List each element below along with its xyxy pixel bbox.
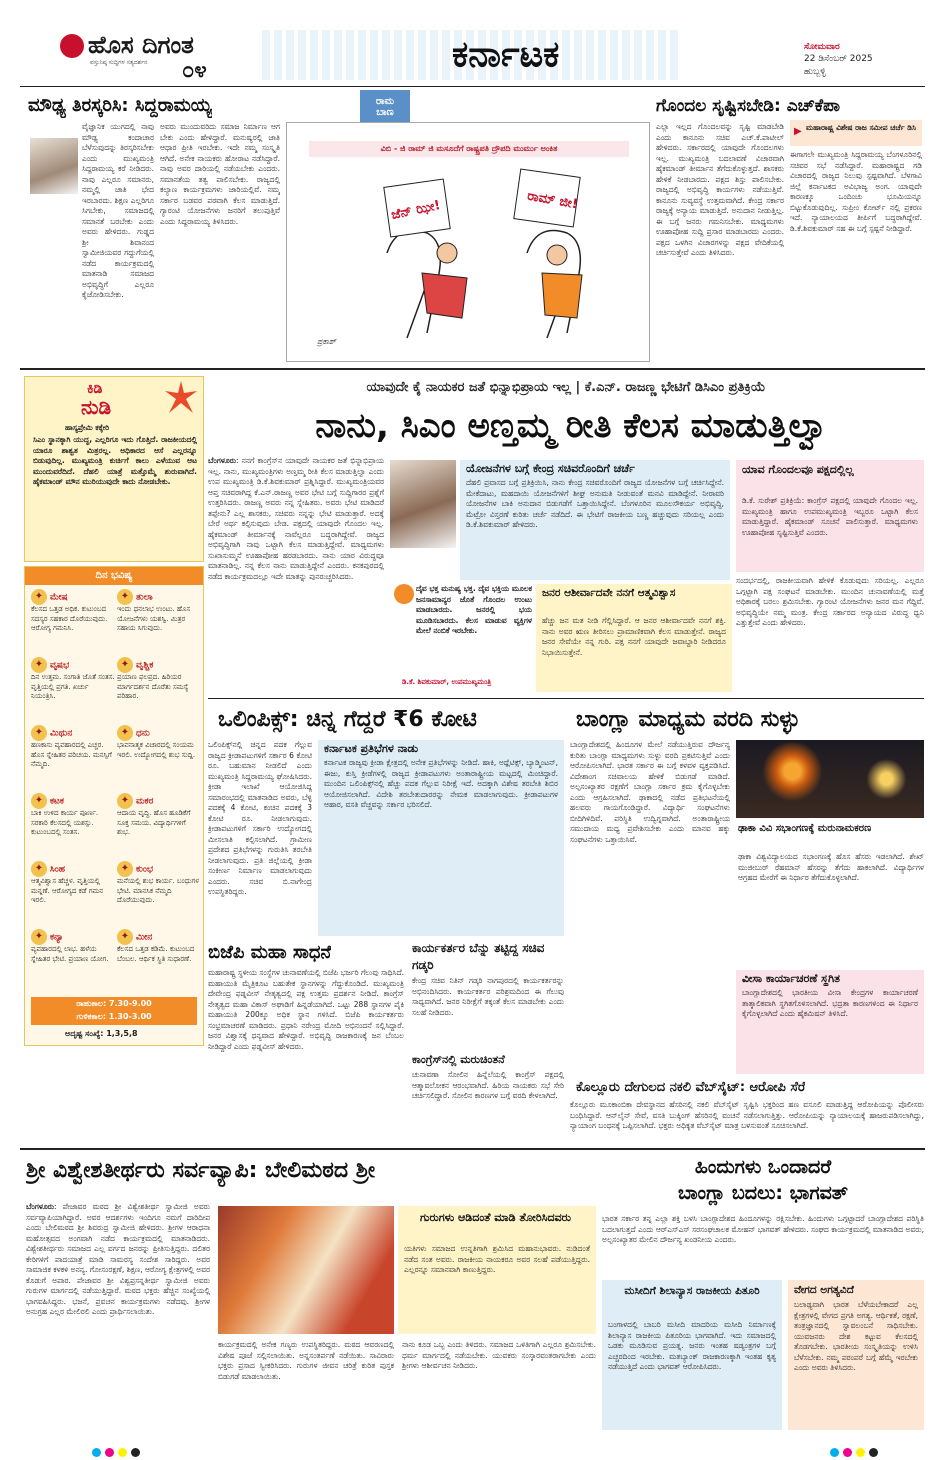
horoscope-sign <box>117 725 201 787</box>
swamiji-photo <box>218 1206 394 1334</box>
zodiac-icon: ✦ <box>31 725 47 741</box>
zodiac-icon: ✦ <box>117 929 133 945</box>
box-mosque: ಮಸೀದಿಗೆ ಶಿಲಾನ್ಯಾಸ ರಾಜಕೀಯ ಪಿತೂರಿ ಬಂಗಾಳದಲ್ಲಿ ಬಾಬರಿ ಮಸೀದಿ ಮಾದರಿಯ ಮಸೀದಿ ನಿರ್ಮಾಣಕ್ಕೆ ಶಿಲಾನ್ಯಾಸ ರಾಜಕೀಯ ಪಿತೂರಿಯ ಭಾಗವಾಗಿದೆ. ಇದು ಸಮಾಜದಲ್ಲಿ ಒಡಕು ಮೂಡಿಸುವ ಪ್ರಯತ್ನ. ಜನರು ಇಂತಹ ಷಡ್ಯಂತ್ರಗಳ ಬಗ್ಗೆ ಎಚ್ಚರದಿಂದ ಇರಬೇಕು. ಮತಬ್ಯಾಂಕ್ ರಾಜಕಾರಣಕ್ಕಾಗಿ ಇಂತಹ ಕೃತ್ಯ ನಡೆಯುತ್ತಿದೆ ಎಂದು ಭಾಗವತ್ ಆರೋಪಿಸಿದರು. <box>602 1280 782 1430</box>
photo-caption: ಢಾಕಾ ವಿವಿ ಸಭಾಂಗಣಕ್ಕೆ ಮರುನಾಮಕರಣ <box>738 823 872 834</box>
protest-photo <box>736 740 924 818</box>
horoscope-sign <box>117 793 201 855</box>
sub-headline: ಕಾರ್ಯಕರ್ತರ ಬೆನ್ನು ತಟ್ಟಿದ್ದ ಸಚಿವ ಗಡ್ಕರಿ <box>412 941 545 972</box>
horoscope-sign <box>31 929 115 991</box>
zodiac-icon: ✦ <box>31 657 47 673</box>
body: ಬಾಂಗ್ಲಾದೇಶದಲ್ಲಿ ಹಿಂದೂಗಳ ಮೇಲೆ ನಡೆಯುತ್ತಿರುವ ದೌರ್ಜನ್ಯ ಕುರಿತು ಬಾಂಗ್ಲಾ ಮಾಧ್ಯಮಗಳು ಸುಳ್ಳು ವರದಿ ಪ್ರಕಟಿಸುತ್ತಿವೆ ಎಂದು ಆರೋಪಿಸಲಾಗಿದೆ. ಭಾರತ ಸರ್ಕಾರ ಈ ಬಗ್ಗೆ ಕಳವಳ ವ್ಯಕ್ತಪಡಿಸಿದೆ. ವಿದೇಶಾಂಗ ಸಚಿವಾಲಯ ಹೇಳಿಕೆ ಬಿಡುಗಡೆ ಮಾಡಿದೆ. ಅಲ್ಪಸಂಖ್ಯಾತರ ರಕ್ಷಣೆಗೆ ಬಾಂಗ್ಲಾ ಸರ್ಕಾರ ಕ್ರಮ ಕೈಗೊಳ್ಳಬೇಕು ಎಂದು ಆಗ್ರಹಿಸಲಾಗಿದೆ. ಢಾಕಾದಲ್ಲಿ ನಡೆದ ಪ್ರತಿಭಟನೆಯಲ್ಲಿ ಹಲವರು ಗಾಯಗೊಂಡಿದ್ದಾರೆ. ವಿದ್ಯಾರ್ಥಿ ಸಂಘಟನೆಗಳು ಬೀದಿಗಿಳಿದಿವೆ. ಪರಿಸ್ಥಿತಿ ಉದ್ವಿಗ್ನವಾಗಿದೆ. ಅಂತಾರಾಷ್ಟ್ರೀಯ ಸಮುದಾಯ ಮಧ್ಯ ಪ್ರವೇಶಿಸಬೇಕು ಎಂದು ಮಾನವ ಹಕ್ಕು ಸಂಘಟನೆಗಳು ಒತ್ತಾಯಿಸಿವೆ. <box>570 740 730 844</box>
sign-name: ಕಟಕ <box>50 796 64 807</box>
masthead-rule <box>20 86 925 87</box>
bottom-section-rule <box>20 1148 925 1150</box>
sign-name: ಸಿಂಹ <box>50 864 66 875</box>
lead-story <box>208 376 924 694</box>
sign-name: ಕನ್ಯಾ <box>50 932 64 943</box>
box-visa: ವೀಸಾ ಕಾರ್ಯಾಚರಣೆ ಸ್ಥಗಿತ ಬಾಂಗ್ಲಾದೇಶದಲ್ಲಿ ಭಾರತೀಯ ವೀಸಾ ಕೇಂದ್ರಗಳ ಕಾರ್ಯಾಚರಣೆ ತಾತ್ಕಾಲಿಕವಾಗಿ ಸ್ಥಗಿತಗೊಳಿಸಲಾಗಿದೆ. ಭದ್ರತಾ ಕಾರಣಗಳಿಂದ ಈ ನಿರ್ಧಾರ ಕೈಗೊಳ್ಳಲಾಗಿದೆ ಎಂದು ಹೈಕಮಿಷನ್ ತಿಳಿಸಿದೆ. <box>736 970 924 1074</box>
sign-text: ಕೆಲಸದ ಒತ್ತಡ ಕಡಿಮೆ. ಕುಟುಂಬದ ಬೆಂಬಲ. ಆರ್ಥಿಕ ಸ್ಥಿತಿ ಸುಧಾರಣೆ. <box>117 945 195 963</box>
time-box: ರಾಹುಕಾಲ: 7.30-9.00 ಗುಳಿಕಕಾಲ: 1.30-3.00 <box>31 997 197 1025</box>
body: ಭಾರತ ಸರ್ಕಾರ ತನ್ನ ಎಲ್ಲಾ ಶಕ್ತಿ ಬಳಸಿ ಬಾಂಗ್ಲಾದೇಶದ ಹಿಂದೂಗಳನ್ನು ರಕ್ಷಿಸಬೇಕು. ಹಿಂದುಗಳು ಒಗ್ಗಟ್ಟಾದರೆ ಬಾಂಗ್ಲಾದೇಶದ ಪರಿಸ್ಥಿತಿ ಬದಲಾಗುತ್ತದೆ ಎಂದು ಆರ್‌ಎಸ್‌ಎಸ್ ಸರಸಂಘಚಾಲಕ ಮೋಹನ್ ಭಾಗವತ್ ಹೇಳಿದರು. ಸಂಘದ ಕಾರ್ಯಕ್ರಮದಲ್ಲಿ ಮಾತನಾಡಿದ ಅವರು, ಅಲ್ಪಸಂಖ್ಯಾತರ ಮೇಲಿನ ದೌರ್ಜನ್ಯ ಖಂಡನೀಯ ಎಂದರು. <box>602 1214 924 1244</box>
headline: ಶ್ರೀ ವಿಶ್ವೇಶತೀರ್ಥರು ಸರ್ವವ್ಯಾಪಿ: ಬೇಲಿಮಠದ ಶ್ರೀ <box>26 1158 376 1183</box>
horoscope-sign <box>117 657 201 719</box>
masthead <box>0 0 945 88</box>
quote-icon <box>394 584 414 604</box>
sign-text: ಇಂದು ಧನಲಾಭ ಉಂಟು. ಹೊಸ ಯೋಜನೆಗಳು ಯಶಸ್ವಿ. ಮಿತ್ರರ ಸಹಾಯ ಸಿಗುವುದು. <box>117 605 191 632</box>
zodiac-icon: ✦ <box>31 589 47 605</box>
box-blessings: ಜನರ ಆಶೀರ್ವಾದವೇ ನನಗೆ ಆತ್ಮವಿಶ್ವಾಸ ಹೆಚ್ಚು ಜನ ಮತ ನೀಡಿ ಗೆಲ್ಲಿಸಿದ್ದಾರೆ. ಆ ಜನರ ಆಶೀರ್ವಾದವೇ ನನಗೆ ಶಕ್ತಿ. ನಾನು ಅವರ ಋಣ ತೀರಿಸಲು ಪ್ರಾಮಾಣಿಕವಾಗಿ ಕೆಲಸ ಮಾಡುತ್ತೇನೆ. ರಾಜ್ಯದ ಜನರ ಸೇವೆಯೇ ನನ್ನ ಗುರಿ. ಪಕ್ಷ ನನಗೆ ಯಾವುದೇ ಜವಾಬ್ದಾರಿ ನೀಡಿದರೂ ನಿಭಾಯಿಸುತ್ತೇನೆ. <box>536 584 732 692</box>
sign-text: ದಿನ ಉತ್ತಮ. ಸಂಗಾತಿ ಜೊತೆ ಸಂತಸ. ವೃತ್ತಿಯಲ್ಲಿ ಪ್ರಗತಿ. ಖರ್ಚು ನಿಯಂತ್ರಿಸಿ. <box>31 673 115 700</box>
box-central-talks: ಯೋಜನೆಗಳ ಬಗ್ಗೆ ಕೇಂದ್ರ ಸಚಿವರೊಂದಿಗೆ ಚರ್ಚೆ ದೆಹಲಿ ಪ್ರವಾಸದ ಬಗ್ಗೆ ಪ್ರತಿಕ್ರಿಯಿಸಿ, ನಾನು ಕೇಂದ್ರ ಸಚಿವರೊಂದಿಗೆ ರಾಜ್ಯದ ಯೋಜನೆಗಳ ಬಗ್ಗೆ ಚರ್ಚಿಸಿದ್ದೇನೆ. ಮೇಕೆದಾಟು, ಮಹದಾಯಿ ಯೋಜನೆಗಳಿಗೆ ಶೀಘ್ರ ಅನುಮತಿ ನೀಡುವಂತೆ ಮನವಿ ಮಾಡಿದ್ದೇನೆ. ನೀರಾವರಿ ಯೋಜನೆಗಳ ಬಾಕಿ ಅನುದಾನ ಬಿಡುಗಡೆಗೆ ಒತ್ತಾಯಿಸಿದ್ದೇನೆ. ಬೆಂಗಳೂರಿನ ಮೂಲಸೌಕರ್ಯ ಅಭಿವೃದ್ಧಿ, ಮೆಟ್ರೋ ವಿಸ್ತರಣೆ ಕುರಿತು ಚರ್ಚೆ ನಡೆದಿದೆ. ಈ ಭೇಟಿಗೆ ರಾಜಕೀಯ ಬಣ್ಣ ಹಚ್ಚುವುದು ಸರಿಯಲ್ಲ ಎಂದು ಡಿ.ಕೆ.ಶಿವಕುಮಾರ್ ಹೇಳಿದರು. <box>460 460 730 580</box>
story-bangla <box>570 704 924 1074</box>
box-speed: ವೇಗದ ಅಗತ್ಯವಿದೆ ಬಲಾಢ್ಯವಾಗಿ ಭಾರತ ಬೆಳೆಯಬೇಕಾದರೆ ಎಲ್ಲ ಕ್ಷೇತ್ರಗಳಲ್ಲಿ ವೇಗದ ಪ್ರಗತಿ ಅಗತ್ಯ. ಆರ್ಥಿಕತೆ, ರಕ್ಷಣೆ, ತಂತ್ರಜ್ಞಾನದಲ್ಲಿ ಸ್ವಾವಲಂಬನೆ ಸಾಧಿಸಬೇಕು. ಯುವಜನರು ದೇಶ ಕಟ್ಟುವ ಕೆಲಸದಲ್ಲಿ ತೊಡಗಬೇಕು. ಭಾರತೀಯ ಸಂಸ್ಕೃತಿಯನ್ನು ಉಳಿಸಿ ಬೆಳೆಸಬೇಕು. ನಮ್ಮ ಪರಂಪರೆ ಬಗ್ಗೆ ಹೆಮ್ಮೆ ಇರಬೇಕು ಎಂದು ಅವರು ತಿಳಿಸಿದರು. <box>788 1280 924 1430</box>
cartoonist-signature: ಪ್ರಕಾಶ್ <box>317 337 336 346</box>
dk-shivakumar-photo <box>390 460 456 548</box>
body: ಮಹಾರಾಷ್ಟ್ರ ಸ್ಥಳೀಯ ಸಂಸ್ಥೆಗಳ ಚುನಾವಣೆಯಲ್ಲಿ ಬಿಜೆಪಿ ಭರ್ಜರಿ ಗೆಲುವು ಸಾಧಿಸಿದೆ. ಮಹಾಯುತಿ ಮೈತ್ರಿಕೂಟ ಬಹುತೇಕ ಸ್ಥಾನಗಳನ್ನು ಗೆದ್ದುಕೊಂಡಿದೆ. ಮುಖ್ಯಮಂತ್ರಿ ದೇವೇಂದ್ರ ಫಡ್ನವೀಸ್ ನೇತೃತ್ವದಲ್ಲಿ ಪಕ್ಷ ಉತ್ತಮ ಪ್ರದರ್ಶನ ನೀಡಿದೆ. ಕಾಂಗ್ರೆಸ್ ನೇತೃತ್ವದ ಮಹಾ ವಿಕಾಸ್ ಅಘಾಡಿಗೆ ಹಿನ್ನಡೆಯಾಗಿದೆ. ಒಟ್ಟು 288 ಸ್ಥಾನಗಳ ಪೈಕಿ ಮಹಾಯುತಿ 200ಕ್ಕೂ ಅಧಿಕ ಸ್ಥಾನ ಗಳಿಸಿದೆ. ಬಿಜೆಪಿ ಕಾರ್ಯಕರ್ತರು ಸಂಭ್ರಮಾಚರಣೆ ಮಾಡಿದರು. ಪ್ರಧಾನಿ ನರೇಂದ್ರ ಮೋದಿ ಅಭಿನಂದನೆ ಸಲ್ಲಿಸಿದ್ದಾರೆ. ಜನರ ವಿಶ್ವಾಸಕ್ಕೆ ಧನ್ಯವಾದ ಹೇಳಿದ್ದಾರೆ. ಅಭಿವೃದ್ಧಿ ರಾಜಕಾರಣಕ್ಕೆ ಜನ ಬೆಂಬಲ ನೀಡಿದ್ದಾರೆ ಎಂದು ಫಡ್ನವೀಸ್ ಹೇಳಿದರು. <box>208 968 404 1051</box>
box-no-confusion: ಯಾವ ಗೊಂದಲವೂ ಪಕ್ಷದಲ್ಲಿಲ್ಲ ಡಿ.ಕೆ. ಸುರೇಶ್ ಪ್ರತಿಕ್ರಿಯೆ: ಕಾಂಗ್ರೆಸ್ ಪಕ್ಷದಲ್ಲಿ ಯಾವುದೇ ಗೊಂದಲ ಇಲ್ಲ. ಮುಖ್ಯಮಂತ್ರಿ ಹಾಗೂ ಉಪಮುಖ್ಯಮಂತ್ರಿ ಇಬ್ಬರೂ ಒಟ್ಟಾಗಿ ಕೆಲಸ ಮಾಡುತ್ತಿದ್ದಾರೆ. ಹೈಕಮಾಂಡ್ ಸೂಚನೆ ಪಾಲಿಸುತ್ತಾರೆ. ಮಾಧ್ಯಮಗಳು ಊಹಾಪೋಹ ಸೃಷ್ಟಿಸುತ್ತಿವೆ ಎಂದರು. <box>736 460 924 572</box>
sign-text: ಬಾಕಿ ಉಳಿದ ಕಾರ್ಯ ಪೂರ್ಣ. ಸರಕಾರಿ ಕೆಲಸದಲ್ಲಿ ಯಶಸ್ಸು. ಕುಟುಂಬದಲ್ಲಿ ಸಂತಸ. <box>31 809 99 836</box>
horoscope-sign <box>117 861 201 923</box>
lead-body: ಬೆಂಗಳೂರು: ನನಗೆ ಕಾಂಗ್ರೆಸ್‌ನ ಯಾವುದೇ ನಾಯಕರ ಜತೆ ಭಿನ್ನಾಭಿಪ್ರಾಯ ಇಲ್ಲ. ನಾನು, ಮುಖ್ಯಮಂತ್ರಿಗಳು ಅಣ್ತಮ್ಮ ರೀತಿ ಕೆಲಸ ಮಾಡುತ್ತಿಲ್ವಾ ಎಂದು ಉಪ ಮುಖ್ಯಮಂತ್ರಿ ಡಿ.ಕೆ.ಶಿವಕುಮಾರ್ ಪ್ರಶ್ನಿಸಿದ್ದಾರೆ. ಮುಖ್ಯಮಂತ್ರಿಯವರ ಆಪ್ತ ಸಚಿವರಾಗಿದ್ದ ಕೆ.ಎನ್.ರಾಜಣ್ಣ ಅವರ ಭೇಟಿ ಬಗ್ಗೆ ಸುದ್ದಿಗಾರರ ಪ್ರಶ್ನೆಗೆ ಉತ್ತರಿಸಿದರು. ರಾಜಣ್ಣ ಅವರು ನನ್ನ ಸ್ನೇಹಿತರು. ಅವರು ಭೇಟಿ ಮಾಡಿದರೆ ತಪ್ಪೇನು? ಎಲ್ಲ ಶಾಸಕರು, ಸಚಿವರು ನನ್ನನ್ನು ಭೇಟಿ ಮಾಡುತ್ತಾರೆ. ಅದಕ್ಕೆ ಬೇರೆ ಅರ್ಥ ಕಲ್ಪಿಸುವುದು ಬೇಡ. ಪಕ್ಷದಲ್ಲಿ ಯಾವುದೇ ಗೊಂದಲ ಇಲ್ಲ. ಹೈಕಮಾಂಡ್ ತೀರ್ಮಾನಕ್ಕೆ ನಾವೆಲ್ಲರೂ ಬದ್ಧರಾಗಿದ್ದೇವೆ. ರಾಜ್ಯದ ಅಭಿವೃದ್ಧಿಗಾಗಿ ನಾವು ಒಟ್ಟಾಗಿ ಕೆಲಸ ಮಾಡುತ್ತಿದ್ದೇವೆ. ಮಾಧ್ಯಮಗಳು ಸುಖಾಸುಮ್ಮನೆ ಊಹಾಪೋಹ ಹರಡಬಾರದು. ನಾನು ಯಾರ ವಿರುದ್ಧವೂ ಮಾತನಾಡಿಲ್ಲ. ನನ್ನ ಕೆಲಸ ನಾನು ಮಾಡುತ್ತಿದ್ದೇನೆ ಎಂದರು. ಕನಕಪುರದಲ್ಲಿ ನಡೆದ ಕಾರ್ಯಕ್ರಮದಲ್ಲೂ ಇದೇ ಮಾತನ್ನು ಪುನರುಚ್ಚರಿಸಿದರು. <box>208 456 384 581</box>
zodiac-icon: ✦ <box>117 589 133 605</box>
body-col-1: ವೈಜ್ಞಾನಿಕ ಯುಗದಲ್ಲಿ ನಾವು ಮೌಢ್ಯ ಕಂದಾಚಾರ ಬೆಳೆಸುವುದನ್ನು ತಿರಸ್ಕರಿಸಬೇಕು ಎಂದು ಮುಖ್ಯಮಂತ್ರಿ ಸಿದ್ದರಾಮಯ್ಯ ಕರೆ ನೀಡಿದರು. ನಾವು ಎಲ್ಲರೂ ಸಮಾನರು, ನಮ್ಮಲ್ಲಿ ಜಾತಿ ಭೇದ ಇರಬಾರದು. ಶಿಕ್ಷಣ ಎಲ್ಲರಿಗೂ ಸಿಗಬೇಕು, ಸಮಾಜದಲ್ಲಿ ಸಮಾನತೆ ಬರಬೇಕು ಎಂದು ಅವರು ಹೇಳಿದರು. ಗುಡ್ಡದ ಶ್ರೀ ಶಿವಾನಂದ ಸ್ವಾಮೀಜಿಯವರ ಗದ್ದುಗೆಯಲ್ಲಿ ನಡೆದ ಕಾರ್ಯಕ್ರಮದಲ್ಲಿ ಮಾತನಾಡಿ ಸಮಾಜದ ಅಭಿವೃದ್ಧಿಗೆ ಎಲ್ಲರೂ ಕೈಜೋಡಿಸಬೇಕು. <box>82 122 154 299</box>
cartoon-drawing <box>327 163 617 353</box>
sub2-headline: ಕಾಂಗ್ರೆಸ್‌ನಲ್ಲಿ ಮರುಚಿಂತನೆ <box>412 1053 505 1066</box>
story-vishwesha <box>26 1154 596 1440</box>
zodiac-icon: ✦ <box>117 861 133 877</box>
sign-text: ಪ್ರಯಾಣ ಫಲಪ್ರದ. ಹಿರಿಯರ ಮಾರ್ಗದರ್ಶನ ದೊರೆತು ಸಮಸ್ಯೆ ಪರಿಹಾರ. <box>117 673 189 700</box>
story-bjp <box>208 940 564 1140</box>
story-kollur <box>570 1078 924 1142</box>
headline-line-1: ಹಿಂದುಗಳು ಒಂದಾದರೆ <box>694 1156 832 1178</box>
lamp-icon <box>60 34 84 58</box>
headline-line-2: ಬಾಂಗ್ಲಾ ಬದಲು: ಭಾಗವತ್ <box>677 1182 849 1204</box>
sign-text: ಆತ್ಮವಿಶ್ವಾಸ ಹೆಚ್ಚಳ. ವೃತ್ತಿಯಲ್ಲಿ ಮನ್ನಣೆ. ಆರೋಗ್ಯದ ಕಡೆ ಗಮನ ಇರಲಿ. <box>31 877 104 904</box>
body: ಎಲ್ಲಾ ಇಲ್ಲದ ಗೊಂದಲವನ್ನು ಸೃಷ್ಟಿ ಮಾಡಬೇಡಿ ಎಂದು ಕಾನೂನು ಸಚಿವ ಎಚ್.ಕೆ.ಪಾಟೀಲ್ ಹೇಳಿದರು. ಸರ್ಕಾರದಲ್ಲಿ ಯಾವುದೇ ಗೊಂದಲಗಳು ಇಲ್ಲ. ಮುಖ್ಯಮಂತ್ರಿ ಬದಲಾವಣೆ ವಿಚಾರವಾಗಿ ಹೈಕಮಾಂಡ್ ತೀರ್ಮಾನ ತೆಗೆದುಕೊಳ್ಳುತ್ತದೆ. ಶಾಸಕರು ಹೇಳಿಕೆ ನೀಡಬಾರದು. ಪಕ್ಷದ ಶಿಸ್ತು ಪಾಲಿಸಬೇಕು. ರಾಜ್ಯದಲ್ಲಿ ಅಭಿವೃದ್ಧಿ ಕಾರ್ಯಗಳು ನಡೆಯುತ್ತಿವೆ. ಕಾನೂನು ಸುವ್ಯವಸ್ಥೆ ಉತ್ತಮವಾಗಿದೆ. ಕೇಂದ್ರ ಸರ್ಕಾರ ರಾಜ್ಯಕ್ಕೆ ಅನ್ಯಾಯ ಮಾಡುತ್ತಿದೆ. ಅನುದಾನ ನೀಡುತ್ತಿಲ್ಲ. ಈ ಬಗ್ಗೆ ಜನರು ಗಮನಿಸಬೇಕು. ಮಾಧ್ಯಮಗಳು ಊಹಾಪೋಹ ಸುದ್ದಿ ಪ್ರಸಾರ ಮಾಡಬಾರದು ಎಂದರು. ಪಕ್ಷದ ಒಳಗಿನ ವಿಚಾರಗಳನ್ನು ಪಕ್ಷದ ವೇದಿಕೆಯಲ್ಲಿ ಚರ್ಚಿಸುತ್ತೇವೆ ಎಂದು ತಿಳಿಸಿದರು. <box>656 122 784 257</box>
zodiac-icon: ✦ <box>117 657 133 673</box>
headline: ಒಲಿಂಪಿಕ್ಸ್: ಚಿನ್ನ ಗೆದ್ದರೆ ₹6 ಕೋಟಿ <box>218 707 477 732</box>
horoscope-sign <box>117 929 201 991</box>
registration-dots-left <box>92 1442 144 1460</box>
story-maurya <box>28 94 280 362</box>
headline: ಮೌಢ್ಯ ತಿರಸ್ಕರಿಸಿ: ಸಿದ್ದರಾಮಯ್ಯ <box>28 95 213 116</box>
zodiac-icon: ✦ <box>117 793 133 809</box>
horoscope-sign <box>31 589 115 651</box>
sign-name: ಮಿಥುನ <box>50 728 73 739</box>
horoscope-title: ದಿನ ಭವಿಷ್ಯ <box>25 567 203 585</box>
lead-headline: ನಾನು, ಸಿಎಂ ಅಣ್ತಮ್ಮ ರೀತಿ ಕೆಲಸ ಮಾಡುತ್ತಿಲ್ವಾ <box>315 406 829 446</box>
kidi-nudi-box: ಕಿಡಿ ನುಡಿ ಹಾಸ್ಯಪ್ರೇಮಿ ಕಕ್ಕೇರಿ ಸಿಎಂ ಸ್ಥಾನಕ್ಕಾಗಿ ಯುದ್ಧ, ಎಲ್ಲರಿಗೂ ಇದು ಗೊತ್ತಿದೆ. ರಾಜಕೀಯದಲ್ಲಿ ಯಾರೂ ಶಾಶ್ವತ ಮಿತ್ರರಲ್ಲ. ಅಧಿಕಾರದ ಆಸೆ ಎಲ್ಲರನ್ನೂ ಬಿಡುವುದಿಲ್ಲ. ಮುಖ್ಯಮಂತ್ರಿ ಕುರ್ಚಿಗೆ ಕಾಲು ಎಳೆಯುವ ಆಟ ಮುಂದುವರೆದಿದೆ. ದೆಹಲಿ ಯಾತ್ರೆ ಮತ್ತೊಮ್ಮೆ ಶುರುವಾಗಿದೆ. ಹೈಕಮಾಂಡ್ ಮೌನ ಮುರಿಯುವುದೇ ಕಾದು ನೋಡಬೇಕು. <box>24 376 204 562</box>
sign-name: ಕುಂಭ <box>136 864 154 875</box>
horoscope-box <box>24 566 204 1046</box>
cartoon-frame <box>286 122 650 362</box>
zodiac-icon: ✦ <box>31 929 47 945</box>
sign-name: ವೃಷಭ <box>50 660 70 671</box>
body-2: ಕಾರ್ಯಕ್ರಮದಲ್ಲಿ ಅನೇಕ ಗಣ್ಯರು ಉಪಸ್ಥಿತರಿದ್ದರು. ಮಠದ ಆವರಣದಲ್ಲಿ ವಿಶೇಷ ಪೂಜೆ ಸಲ್ಲಿಸಲಾಯಿತು. ಅನ್ನಸಂತರ್ಪಣೆ ನಡೆಯಿತು. ಸಾವಿರಾರು ಭಕ್ತರು ಪ್ರಸಾದ ಸ್ವೀಕರಿಸಿದರು. ಗುರುಗಳ ಜೀವನ ಚರಿತ್ರೆ ಕುರಿತ ಪುಸ್ತಕ ಬಿಡುಗಡೆ ಮಾಡಲಾಯಿತು. <box>218 1340 394 1381</box>
horoscope-sign <box>31 657 115 719</box>
body: ಬೆಂಗಳೂರು: ಪೇಜಾವರ ಮಠದ ಶ್ರೀ ವಿಶ್ವೇಶತೀರ್ಥ ಸ್ವಾಮೀಜಿ ಅವರು ಸರ್ವವ್ಯಾಪಿಯಾಗಿದ್ದಾರೆ. ಅವರ ಆದರ್ಶಗಳು ಇಂದಿಗೂ ನಮಗೆ ದಾರಿದೀಪ ಎಂದು ಬೇಲಿಮಠದ ಶ್ರೀ ಶಿವರುದ್ರ ಸ್ವಾಮೀಜಿ ಹೇಳಿದರು. ಶ್ರೀಗಳ ಆರಾಧನಾ ಮಹೋತ್ಸವದ ಅಂಗವಾಗಿ ನಡೆದ ಕಾರ್ಯಕ್ರಮದಲ್ಲಿ ಮಾತನಾಡಿದರು. ವಿಶ್ವೇಶತೀರ್ಥರು ಸಮಾಜದ ಎಲ್ಲ ವರ್ಗದ ಜನರನ್ನು ಪ್ರೀತಿಸುತ್ತಿದ್ದರು. ದಲಿತರ ಕೇರಿಗಳಿಗೆ ಪಾದಯಾತ್ರೆ ಮಾಡಿ ಸಾಮರಸ್ಯ ಸಂದೇಶ ಸಾರಿದ್ದರು. ಅವರ ಸಾಮಾಜಿಕ ಕಳಕಳಿ ಅನನ್ಯ. ಗೋಸಂರಕ್ಷಣೆ, ಶಿಕ್ಷಣ, ಆರೋಗ್ಯ ಕ್ಷೇತ್ರಗಳಲ್ಲಿ ಅವರ ಕೊಡುಗೆ ಅಪಾರ. ಪೇಜಾವರ ಶ್ರೀ ವಿಶ್ವಪ್ರಸನ್ನತೀರ್ಥ ಸ್ವಾಮೀಜಿ ಅವರು ಗುರುಗಳ ಮಾರ್ಗದಲ್ಲಿ ನಡೆಯುತ್ತಿದ್ದಾರೆ. ಮಠದ ಭಕ್ತರು ಹೆಚ್ಚಿನ ಸಂಖ್ಯೆಯಲ್ಲಿ ಭಾಗವಹಿಸಿದ್ದರು. ಭಜನೆ, ಪ್ರವಚನ ಕಾರ್ಯಕ್ರಮಗಳು ನಡೆದವು. ಶ್ರೀಗಳ ಅನುಗ್ರಹ ಎಲ್ಲರ ಮೇಲಿರಲಿ ಎಂದು ಪ್ರಾರ್ಥಿಸಲಾಯಿತು. <box>26 1202 210 1316</box>
box-guru: ಗುರುಗಳು ಆಡಿದಂತೆ ಮಾಡಿ ತೋರಿಸಿದವರು ಯತಿಗಳು ಸಮಾಜದ ಉನ್ನತಿಗಾಗಿ ಶ್ರಮಿಸಿದ ಮಹಾನುಭಾವರು. ನುಡಿದಂತೆ ನಡೆದ ಸಂತ ಅವರು. ರಾಜಕೀಯ ನಾಯಕರೂ ಅವರ ಸಲಹೆ ಪಡೆಯುತ್ತಿದ್ದರು. ಎಲ್ಲರನ್ನೂ ಸಮಾನವಾಗಿ ಕಾಣುತ್ತಿದ್ದರು. <box>398 1206 596 1334</box>
page-number: ೦೪ <box>182 58 207 83</box>
horoscope-sign <box>117 589 201 651</box>
sign-name: ಮೇಷ <box>50 592 68 603</box>
story-gondala <box>656 94 922 364</box>
cartoon-caption: ವಿಬಿ - ಜಿ ರಾಮ್ ಜಿ ಮಸೂದೆಗೆ ರಾಷ್ಟ್ರಪತಿ ದ್ರೌಪದಿ ಮುರ್ಮು ಅಂಕಿತ <box>309 141 629 157</box>
newspaper-logo: ಹೊಸ ದಿಗಂತ ವಸ್ತುನಿಷ್ಠ ಸುದ್ದಿಗಳ ಸತ್ಯದರ್ಶನ <box>58 30 248 66</box>
section-title: ಕರ್ನಾಟಕ <box>452 34 560 75</box>
horoscope-sign <box>31 793 115 855</box>
registration-dots-right <box>830 1442 882 1460</box>
zodiac-icon: ✦ <box>117 725 133 741</box>
spark-icon <box>165 381 197 413</box>
rama-bana-badge: ರಾಮ ಬಾಣ <box>360 90 410 138</box>
story-hindu <box>602 1154 924 1440</box>
kicker: ಯಾವುದೇ ಕೈ ನಾಯಕರ ಜತೆ ಭಿನ್ನಾಭಿಪ್ರಾಯ ಇಲ್ಲ | ಕೆ.ಎನ್. ರಾಜಣ್ಣ ಭೇಟಿಗೆ ಡಿಸಿಎಂ ಪ್ರತಿಕ್ರಿಯೆ <box>366 380 766 395</box>
body: ಕೊಲ್ಲೂರು ಮೂಕಾಂಬಿಕಾ ದೇವಸ್ಥಾನದ ಹೆಸರಿನಲ್ಲಿ ನಕಲಿ ವೆಬ್‌ಸೈಟ್ ಸೃಷ್ಟಿಸಿ ಭಕ್ತರಿಂದ ಹಣ ವಸೂಲಿ ಮಾಡುತ್ತಿದ್ದ ಆರೋಪಿಯನ್ನು ಪೊಲೀಸರು ಬಂಧಿಸಿದ್ದಾರೆ. ಆನ್‌ಲೈನ್ ಸೇವೆ, ವಸತಿ ಬುಕ್ಕಿಂಗ್ ಹೆಸರಿನಲ್ಲಿ ವಂಚನೆ ನಡೆಸಲಾಗುತ್ತಿತ್ತು. ಆರೋಪಿಯನ್ನು ನ್ಯಾಯಾಲಯಕ್ಕೆ ಹಾಜರುಪಡಿಸಲಾಗಿದ್ದು, ನ್ಯಾಯಾಂಗ ಬಂಧನಕ್ಕೆ ಒಪ್ಪಿಸಲಾಗಿದೆ. ಭಕ್ತರು ಅಧಿಕೃತ ವೆಬ್‌ಸೈಟ್ ಮಾತ್ರ ಬಳಸುವಂತೆ ಸೂಚಿಸಲಾಗಿದೆ. <box>570 1100 924 1130</box>
headline: ಬಾಂಗ್ಲಾ ಮಾಧ್ಯಮ ವರದಿ ಸುಳ್ಳು <box>576 707 800 732</box>
arrow-icon: ▶ <box>794 126 802 137</box>
sidebar-body: ಈಗಾಗಲೇ ಮುಖ್ಯಮಂತ್ರಿ ಸಿದ್ದರಾಮಯ್ಯ ಬೆಂಗಳೂರಿನಲ್ಲಿ ಸಚಿವರ ಸಭೆ ನಡೆಸಿದ್ದಾರೆ. ಮಹಾರಾಷ್ಟ್ರದ ಗಡಿ ವಿಚಾರದಲ್ಲಿ ರಾಜ್ಯದ ನಿಲುವು ಸ್ಪಷ್ಟವಾಗಿದೆ. ಬೆಳಗಾವಿ ಜಿಲ್ಲೆ ಕರ್ನಾಟಕದ ಅವಿಭಾಜ್ಯ ಅಂಗ. ಯಾವುದೇ ಕಾರಣಕ್ಕೂ ಒಂದಿಂಚು ಭೂಮಿಯನ್ನೂ ಬಿಟ್ಟುಕೊಡುವುದಿಲ್ಲ. ಸುಪ್ರೀಂ ಕೋರ್ಟ್ ನಲ್ಲಿ ಪ್ರಕರಣ ಇದೆ. ನ್ಯಾಯಾಲಯದ ತೀರ್ಪಿಗೆ ಬದ್ಧರಾಗಿದ್ದೇವೆ. ಡಿ.ಕೆ.ಶಿವಕುಮಾರ್ ಸಹ ಈ ಬಗ್ಗೆ ಸ್ಪಷ್ಟನೆ ನೀಡಿದ್ದಾರೆ. <box>790 150 922 233</box>
headline: ಬಿಜೆಪಿ ಮಹಾ ಸಾಧನೆ <box>208 942 332 963</box>
sign-name: ಮಕರ <box>136 796 154 807</box>
caption-body: ಢಾಕಾ ವಿಶ್ವವಿದ್ಯಾಲಯದ ಸಭಾಂಗಣಕ್ಕೆ ಹೊಸ ಹೆಸರು ಇಡಲಾಗಿದೆ. ಶೇಖ್ ಮುಜೀಬುರ್ ರೆಹಮಾನ್ ಹೆಸರನ್ನು ತೆಗೆದು ಹಾಕಲಾಗಿದೆ. ವಿದ್ಯಾರ್ಥಿಗಳ ಆಗ್ರಹದ ಮೇರೆಗೆ ಈ ನಿರ್ಧಾರ ತೆಗೆದುಕೊಳ್ಳಲಾಗಿದೆ. <box>738 852 924 882</box>
kidi-body: ಸಿಎಂ ಸ್ಥಾನಕ್ಕಾಗಿ ಯುದ್ಧ, ಎಲ್ಲರಿಗೂ ಇದು ಗೊತ್ತಿದೆ. ರಾಜಕೀಯದಲ್ಲಿ ಯಾರೂ ಶಾಶ್ವತ ಮಿತ್ರರಲ್ಲ. ಅಧಿಕಾರದ ಆಸೆ ಎಲ್ಲರನ್ನೂ ಬಿಡುವುದಿಲ್ಲ. ಮುಖ್ಯಮಂತ್ರಿ ಕುರ್ಚಿಗೆ ಕಾಲು ಎಳೆಯುವ ಆಟ ಮುಂದುವರೆದಿದೆ. ದೆಹಲಿ ಯಾತ್ರೆ ಮತ್ತೊಮ್ಮೆ ಶುರುವಾಗಿದೆ. ಹೈಕಮಾಂಡ್ ಮೌನ ಮುರಿಯುವುದೇ ಕಾದು ನೋಡಬೇಕು. <box>33 435 197 486</box>
body-3: ನಾನು ಕೂಡ ಒಬ್ಬ ಎಂದು ತಿಳಿದರು. ಸಮಾಜದ ಒಳಿತಿಗಾಗಿ ಎಲ್ಲರೂ ಶ್ರಮಿಸಬೇಕು. ಧರ್ಮ ಮಾರ್ಗದಲ್ಲಿ ನಡೆಯಬೇಕು. ಯುವಕರು ಸಂಸ್ಕಾರವಂತರಾಗಬೇಕು ಎಂದು ಶ್ರೀಗಳು ಆಶೀರ್ವಚನ ನೀಡಿದರು. <box>402 1340 596 1370</box>
headline: ಗೊಂದಲ ಸೃಷ್ಟಿಸಬೇಡಿ: ಎಚ್‌ಕೆಪಾ <box>656 96 840 116</box>
horoscope-sign <box>31 861 115 923</box>
siddaramaiah-photo <box>30 138 78 194</box>
sign-text: ಹಣಕಾಸು ವ್ಯವಹಾರದಲ್ಲಿ ಎಚ್ಚರ. ಹೊಸ ಸ್ನೇಹಿತರ ಪರಿಚಯ. ಮನಸ್ಸಿಗೆ ನೆಮ್ಮದಿ. <box>31 741 112 768</box>
horoscope-sign <box>31 725 115 787</box>
box-talent: ಕರ್ನಾಟಕ ಪ್ರತಿಭೆಗಳ ನಾಡು ಕರ್ನಾಟಕ ರಾಜ್ಯವು ಕ್ರೀಡಾ ಕ್ಷೇತ್ರದಲ್ಲಿ ಅನೇಕ ಪ್ರತಿಭೆಗಳನ್ನು ನೀಡಿದೆ. ಹಾಕಿ, ಅಥ್ಲೆಟಿಕ್ಸ್, ಬ್ಯಾಡ್ಮಿಂಟನ್, ಈಜು, ಕುಸ್ತಿ ಕ್ರೀಡೆಗಳಲ್ಲಿ ರಾಜ್ಯದ ಕ್ರೀಡಾಪಟುಗಳು ಅಂತಾರಾಷ್ಟ್ರೀಯ ಮಟ್ಟದಲ್ಲಿ ಮಿಂಚಿದ್ದಾರೆ. ಮುಂದಿನ ಒಲಿಂಪಿಕ್ಸ್‌ನಲ್ಲಿ ಹೆಚ್ಚು ಪದಕ ಗೆಲ್ಲುವ ನಿರೀಕ್ಷೆ ಇದೆ. ಅದಕ್ಕಾಗಿ ವಿಶೇಷ ತರಬೇತಿ ಶಿಬಿರ ಆಯೋಜಿಸಲಾಗಿದೆ. ವಿದೇಶಿ ತರಬೇತುದಾರರನ್ನು ನೇಮಕ ಮಾಡಲಾಗುವುದು. ಕ್ರೀಡಾಪಟುಗಳ ಆಹಾರ, ವಸತಿ ವೆಚ್ಚವನ್ನು ಸರ್ಕಾರ ಭರಿಸಲಿದೆ. <box>318 740 564 936</box>
zodiac-icon: ✦ <box>31 793 47 809</box>
date-block: ಸೋಮವಾರ 22 ಡಿಸೆಂಬರ್ 2025 ಹುಬ್ಬಳ್ಳಿ <box>784 42 924 82</box>
headline: ಕೊಲ್ಲೂರು ದೇಗುಲದ ನಕಲಿ ವೆಬ್‌ಸೈಟ್: ಆರೋಪಿ ಸೆರೆ <box>576 1080 806 1095</box>
lucky-number: ಅದೃಷ್ಟ ಸಂಖ್ಯೆ: 1,3,5,8 <box>65 1029 138 1038</box>
sign-left: ಜೆನ್ ಝೀ! <box>389 197 442 224</box>
sign-text: ಮನೆಯಲ್ಲಿ ಶುಭ ಕಾರ್ಯ. ಬಂಧುಗಳ ಭೇಟಿ. ಮಾನಸಿಕ ನೆಮ್ಮದಿ ದೊರೆಯುವುದು. <box>117 877 200 904</box>
section-banner <box>262 30 682 80</box>
cartoon-section <box>286 90 650 366</box>
sign-name: ಧನು <box>136 728 150 739</box>
sign-right: ರಾಮ್ ಜೀ! <box>526 188 579 213</box>
body: ಒಲಿಂಪಿಕ್ಸ್‌ನಲ್ಲಿ ಚಿನ್ನದ ಪದಕ ಗೆಲ್ಲುವ ರಾಜ್ಯದ ಕ್ರೀಡಾಪಟುಗಳಿಗೆ ಸರ್ಕಾರ 6 ಕೋಟಿ ರೂ. ಬಹುಮಾನ ನೀಡಲಿದೆ ಎಂದು ಮುಖ್ಯಮಂತ್ರಿ ಸಿದ್ದರಾಮಯ್ಯ ಘೋಷಿಸಿದರು. ಕ್ರೀಡಾ ಇಲಾಖೆ ಆಯೋಜಿಸಿದ್ದ ಸಮಾರಂಭದಲ್ಲಿ ಮಾತನಾಡಿದ ಅವರು, ಬೆಳ್ಳಿ ಪದಕಕ್ಕೆ 4 ಕೋಟಿ, ಕಂಚಿನ ಪದಕಕ್ಕೆ 3 ಕೋಟಿ ರೂ. ನೀಡಲಾಗುವುದು. ಕ್ರೀಡಾಪಟುಗಳಿಗೆ ಸರ್ಕಾರಿ ಉದ್ಯೋಗದಲ್ಲಿ ಮೀಸಲಾತಿ ಕಲ್ಪಿಸಲಾಗಿದೆ. ಗ್ರಾಮೀಣ ಪ್ರದೇಶದ ಪ್ರತಿಭೆಗಳನ್ನು ಗುರುತಿಸಿ ತರಬೇತಿ ನೀಡಲಾಗುವುದು. ಪ್ರತಿ ಜಿಲ್ಲೆಯಲ್ಲಿ ಕ್ರೀಡಾ ಸಂಕೀರ್ಣ ನಿರ್ಮಾಣ ಮಾಡಲಾಗುವುದು ಎಂದರು. ಸಚಿವ ಬಿ.ನಾಗೇಂದ್ರ ಉಪಸ್ಥಿತರಿದ್ದರು. <box>208 740 312 896</box>
sign-name: ತುಲಾ <box>136 592 153 603</box>
mid-rule <box>208 698 924 699</box>
sign-text: ಆದಾಯ ವೃದ್ಧಿ. ಹೊಸ ಹೂಡಿಕೆಗೆ ಸೂಕ್ತ ಸಮಯ. ವಿದ್ಯಾರ್ಥಿಗಳಿಗೆ ಶುಭ. <box>117 809 191 836</box>
sign-name: ವೃಶ್ಚಿಕ <box>136 660 154 671</box>
author: ಹಾಸ್ಯಪ್ರೇಮಿ ಕಕ್ಕೇರಿ <box>65 423 110 432</box>
sub-body: ಕೇಂದ್ರ ಸಚಿವ ನಿತಿನ್ ಗಡ್ಕರಿ ನಾಗಪುರದಲ್ಲಿ ಕಾರ್ಯಕರ್ತರನ್ನು ಅಭಿನಂದಿಸಿದರು. ಕಾರ್ಯಕರ್ತರ ಪರಿಶ್ರಮದಿಂದ ಈ ಗೆಲುವು ಸಾಧ್ಯವಾಗಿದೆ. ಜನರ ನಿರೀಕ್ಷೆಗೆ ತಕ್ಕಂತೆ ಕೆಲಸ ಮಾಡಬೇಕು ಎಂದು ಸಲಹೆ ನೀಡಿದರು. <box>412 976 564 1017</box>
zodiac-icon: ✦ <box>31 861 47 877</box>
sign-text: ಭಾವನಾತ್ಮಕ ವಿಚಾರದಲ್ಲಿ ಸಂಯಮ ಇರಲಿ. ಉದ್ಯೋಗದಲ್ಲಿ ಶುಭ ಸುದ್ದಿ. <box>117 741 196 759</box>
sign-name: ಮೀನ <box>136 932 153 943</box>
sign-text: ವ್ಯವಹಾರದಲ್ಲಿ ಲಾಭ. ಹಳೆಯ ಸ್ನೇಹಿತರ ಭೇಟಿ. ಪ್ರಯಾಣ ಯೋಗ. <box>31 945 109 963</box>
sub2-body: ಚುನಾವಣಾ ಸೋಲಿನ ಹಿನ್ನೆಲೆಯಲ್ಲಿ ಕಾಂಗ್ರೆಸ್ ಪಕ್ಷದಲ್ಲಿ ಆತ್ಮಾವಲೋಕನ ಆರಂಭವಾಗಿದೆ. ಹಿರಿಯ ನಾಯಕರು ಸಭೆ ಸೇರಿ ಚರ್ಚಿಸಲಿದ್ದಾರೆ. ಸೋಲಿನ ಕಾರಣಗಳ ಬಗ್ಗೆ ವರದಿ ಕೇಳಲಾಗಿದೆ. <box>412 1070 564 1100</box>
body-col-2: ಅವರು ಮುಂದುವರಿದು ಸಮಾಜ ನಿರ್ಮಾಣ ಆಗ ಬೇಕು ಎಂದು ಹೇಳಿದ್ದಾರೆ. ಮನುಷ್ಯರಲ್ಲಿ ಜಾತಿ ಆಧಾರ ಪ್ರೀತಿ ಇರಬೇಕು. ಇದೇ ನಮ್ಮ ಸಂಸ್ಕೃತಿ ಆಗಿದೆ. ಅನೇಕ ನಾಯಕರು ಹೋರಾಟ ನಡೆಸಿದ್ದಾರೆ. ನಾವು ಅವರ ದಾರಿಯಲ್ಲಿ ನಡೆಯಬೇಕು ಎಂದರು. ಸಮಾನತೆಯ ತತ್ವ ಪಾಲಿಸಬೇಕು. ರಾಜ್ಯದಲ್ಲಿ ಕಲ್ಯಾಣ ಕಾರ್ಯಕ್ರಮಗಳು ಜಾರಿಯಲ್ಲಿವೆ. ನಮ್ಮ ಸರ್ಕಾರ ಬಡವರ ಪರವಾಗಿ ಕೆಲಸ ಮಾಡುತ್ತಿದೆ. ಗ್ಯಾರಂಟಿ ಯೋಜನೆಗಳು ಜನರಿಗೆ ತಲುಪುತ್ತಿವೆ ಎಂದು ಸಿದ್ದರಾಮಯ್ಯ ತಿಳಿಸಿದರು. <box>160 122 280 226</box>
story-olympic <box>208 704 564 936</box>
side-body-2: ಸಂದರ್ಭದಲ್ಲಿ, ರಾಜಕೀಯವಾಗಿ ಹೇಳಿಕೆ ಕೊಡುವುದು ಸರಿಯಲ್ಲ. ಎಲ್ಲರೂ ಒಗ್ಗಟ್ಟಾಗಿ ಪಕ್ಷ ಸಂಘಟನೆ ಮಾಡಬೇಕು. ಮುಂದಿನ ಚುನಾವಣೆಯಲ್ಲಿ ಮತ್ತೆ ಅಧಿಕಾರಕ್ಕೆ ಬರಲು ಶ್ರಮಿಸಬೇಕು. ಗ್ಯಾರಂಟಿ ಯೋಜನೆಗಳು ಜನರ ಮನ ಗೆದ್ದಿವೆ. ಅಭಿವೃದ್ಧಿಯೇ ನಮ್ಮ ಮಂತ್ರ. ಕೇಂದ್ರ ಸರ್ಕಾರದ ಅನ್ಯಾಯದ ವಿರುದ್ಧ ಧ್ವನಿ ಎತ್ತುತ್ತೇವೆ ಎಂದು ಹೇಳಿದರು. <box>736 576 924 627</box>
sign-text: ಕೆಲಸದ ಒತ್ತಡ ಅಧಿಕ. ಕುಟುಂಬದ ಸದಸ್ಯರ ಸಹಕಾರ ದೊರೆಯುವುದು. ಆರೋಗ್ಯ ಗಮನಿಸಿ. <box>31 605 108 632</box>
sidebar-title-box: ▶ ಮಹಾರಾಷ್ಟ್ರ ವಿಶೇಷ ರಾಜ ಸಮೀಪ ಚರ್ಚೆ ಡಿಸಿ <box>790 120 922 146</box>
top-section-rule <box>20 368 925 370</box>
quote-box: ದೈವ ಭಕ್ತ ಮನುಷ್ಯ ಭಕ್ತ. ದೈವ ಭಕ್ತಿಯ ಮೂಲಕ ಜನಸಾಮಾನ್ಯರ ಜೊತೆ ಗೊಂದಲ ಉಂಟು ಮಾಡಬಾರದು. ಜನರಲ್ಲಿ ಭಯ ಮೂಡಿಸಬಾರದು. ಕೆಲಸ ಮಾಡುವ ವ್ಯಕ್ತಿಗಳ ಮೇಲೆ ನಂಬಿಕೆ ಇರಬೇಕು. ಡಿ.ಕೆ. ಶಿವಕುಮಾರ್, ಉಪಮುಖ್ಯಮಂತ್ರಿ <box>392 584 532 692</box>
